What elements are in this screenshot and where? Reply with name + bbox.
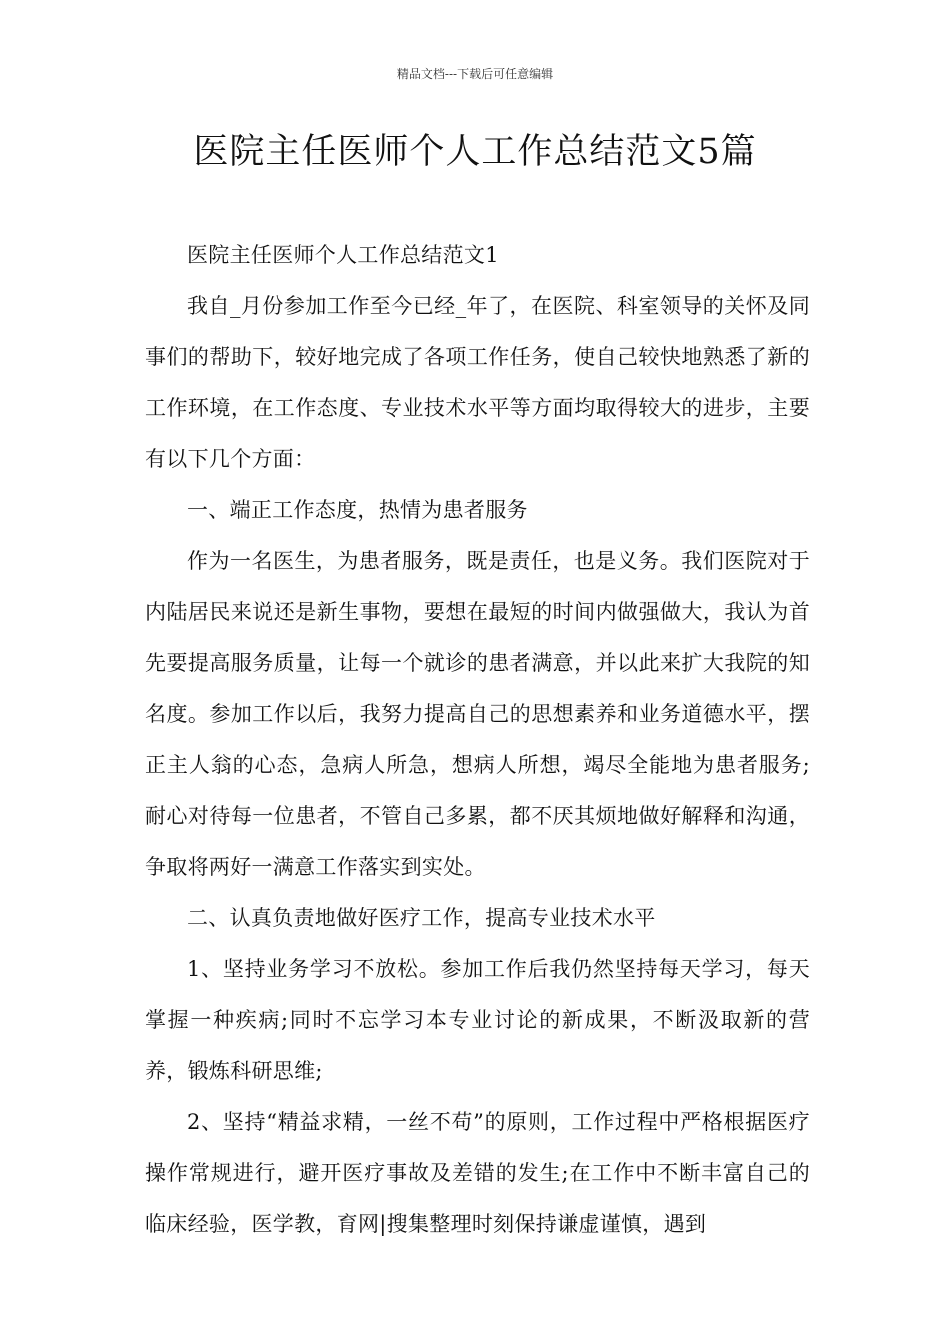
document-title: 医院主任医师个人工作总结范文5篇	[193, 132, 757, 172]
page-header: 精品文档---下载后可任意编辑	[396, 67, 554, 81]
paragraph: 作为一名医生，为患者服务，既是责任，也是义务。我们医院对于内陆居民来说还是新生事物，要想在最短的时间内做强做大，我认为首先要提高服务质量，让每一个就诊的患者满意，并以此来扩大我院的知名度。参加工作以后，我努力提高自己的思想素养和业务道德水平，摆正主人翁的心态，急病人所急，想病人所想，竭尽全能地为患者服务;耐心对待每一位患者，不管自己多累，都不厌其烦地做好解释和沟通，争取将两好一满意工作落实到实处。	[145, 549, 810, 879]
paragraph: 2、坚持“精益求精，一丝不苟”的原则，工作过程中严格根据医疗操作常规进行，避开医疗事故及差错的发生;在工作中不断丰富自己的临床经验，医学教，育网|搜集整理时刻保持谦虚谨慎，遇到	[145, 1110, 810, 1236]
paragraph: 我自_月份参加工作至今已经_年了，在医院、科室领导的关怀及同事们的帮助下，较好地完成了各项工作任务，使自己较快地熟悉了新的工作环境，在工作态度、专业技术水平等方面均取得较大的进步，主要有以下几个方面：	[145, 294, 810, 471]
paragraph: 1、坚持业务学习不放松。参加工作后我仍然坚持每天学习，每天掌握一种疾病;同时不忘学习本专业讨论的新成果，不断汲取新的营养，锻炼科研思维;	[145, 957, 810, 1083]
section-heading: 医院主任医师个人工作总结范文1	[187, 243, 499, 267]
section-heading: 二、认真负责地做好医疗工作，提高专业技术水平	[187, 906, 656, 930]
document-body	[145, 230, 810, 1250]
section-heading: 一、端正工作态度，热情为患者服务	[187, 498, 528, 522]
